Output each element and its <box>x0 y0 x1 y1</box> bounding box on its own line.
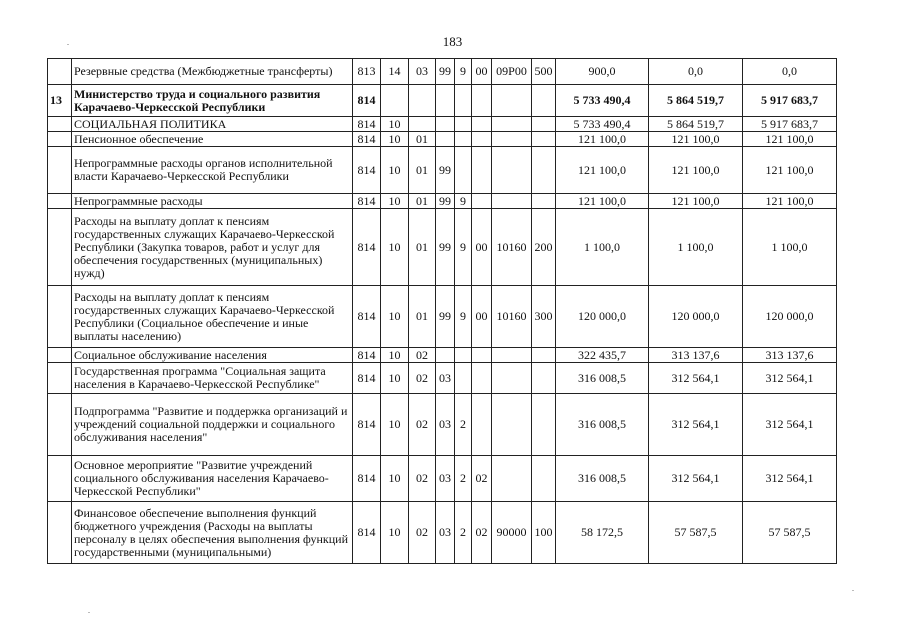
direction-code: 10160 <box>492 286 532 348</box>
amount-year-2: 57 587,5 <box>649 502 743 564</box>
table-row <box>48 502 837 564</box>
subprogram-code: 9 <box>455 286 472 348</box>
subprogram-code: 2 <box>455 502 472 564</box>
row-name: Расходы на выплату доплат к пенсиям государственных служащих Карачаево-Черкесской Республики (Закупка товаров, работ и услуг для обеспечения государственных (муниципальных) нужд) <box>72 209 353 286</box>
subprogram-code <box>455 85 472 117</box>
table-row <box>48 85 837 117</box>
grbs-code: 814 <box>353 209 381 286</box>
amount-year-3: 312 564,1 <box>743 363 837 394</box>
table-row <box>48 59 837 85</box>
amount-year-3: 57 587,5 <box>743 502 837 564</box>
amount-year-2: 312 564,1 <box>649 363 743 394</box>
expense-type-code <box>532 456 556 502</box>
subprogram-code <box>455 147 472 194</box>
row-number <box>48 147 72 194</box>
amount-year-3: 0,0 <box>743 59 837 85</box>
row-name: Государственная программа "Социальная защита населения в Карачаево-Черкесской Республике" <box>72 363 353 394</box>
subsection-code: 02 <box>409 502 436 564</box>
subsection-code: 01 <box>409 194 436 209</box>
subprogram-code: 9 <box>455 209 472 286</box>
row-number <box>48 394 72 456</box>
amount-year-1: 121 100,0 <box>556 194 649 209</box>
subsection-code: 02 <box>409 456 436 502</box>
subsection-code: 02 <box>409 348 436 363</box>
row-name: Пенсионное обеспечение <box>72 132 353 147</box>
grbs-code: 814 <box>353 394 381 456</box>
amount-year-1: 322 435,7 <box>556 348 649 363</box>
amount-year-1: 900,0 <box>556 59 649 85</box>
event-code: 00 <box>472 209 492 286</box>
expense-type-code: 100 <box>532 502 556 564</box>
table-row <box>48 117 837 132</box>
program-code <box>436 117 455 132</box>
event-code <box>472 132 492 147</box>
row-name: Расходы на выплату доплат к пенсиям государственных служащих Карачаево-Черкесской Республики (Социальное обеспечение и иные выплаты населению) <box>72 286 353 348</box>
program-code: 99 <box>436 209 455 286</box>
section-code: 10 <box>381 394 409 456</box>
program-code: 03 <box>436 363 455 394</box>
amount-year-1: 5 733 490,4 <box>556 85 649 117</box>
amount-year-1: 316 008,5 <box>556 363 649 394</box>
amount-year-2: 120 000,0 <box>649 286 743 348</box>
grbs-code: 814 <box>353 194 381 209</box>
grbs-code: 814 <box>353 286 381 348</box>
grbs-code: 814 <box>353 456 381 502</box>
subprogram-code <box>455 348 472 363</box>
program-code: 99 <box>436 194 455 209</box>
amount-year-2: 312 564,1 <box>649 394 743 456</box>
direction-code: 90000 <box>492 502 532 564</box>
grbs-code: 813 <box>353 59 381 85</box>
row-number <box>48 363 72 394</box>
amount-year-1: 316 008,5 <box>556 456 649 502</box>
section-code: 10 <box>381 117 409 132</box>
grbs-code: 814 <box>353 85 381 117</box>
row-number: 13 <box>48 85 72 117</box>
grbs-code: 814 <box>353 363 381 394</box>
row-name: СОЦИАЛЬНАЯ ПОЛИТИКА <box>72 117 353 132</box>
subprogram-code: 2 <box>455 394 472 456</box>
table-row <box>48 394 837 456</box>
section-code: 10 <box>381 286 409 348</box>
program-code: 03 <box>436 502 455 564</box>
subsection-code <box>409 85 436 117</box>
subsection-code: 01 <box>409 209 436 286</box>
section-code: 14 <box>381 59 409 85</box>
event-code <box>472 85 492 117</box>
amount-year-1: 121 100,0 <box>556 147 649 194</box>
subsection-code: 01 <box>409 132 436 147</box>
amount-year-2: 0,0 <box>649 59 743 85</box>
subsection-code: 01 <box>409 147 436 194</box>
row-name: Основное мероприятие "Развитие учреждений социального обслуживания населения Карачаево-Черкесской Республики" <box>72 456 353 502</box>
expense-type-code <box>532 147 556 194</box>
section-code: 10 <box>381 363 409 394</box>
table-row <box>48 132 837 147</box>
subprogram-code <box>455 363 472 394</box>
row-number <box>48 286 72 348</box>
row-number <box>48 194 72 209</box>
subsection-code: 03 <box>409 59 436 85</box>
subprogram-code <box>455 132 472 147</box>
direction-code <box>492 117 532 132</box>
expense-type-code: 200 <box>532 209 556 286</box>
expense-type-code <box>532 132 556 147</box>
row-number <box>48 209 72 286</box>
section-code: 10 <box>381 147 409 194</box>
program-code: 99 <box>436 286 455 348</box>
expense-type-code: 500 <box>532 59 556 85</box>
expense-type-code: 300 <box>532 286 556 348</box>
row-number <box>48 456 72 502</box>
amount-year-3: 312 564,1 <box>743 456 837 502</box>
section-code <box>381 85 409 117</box>
grbs-code: 814 <box>353 502 381 564</box>
amount-year-1: 5 733 490,4 <box>556 117 649 132</box>
row-number <box>48 502 72 564</box>
event-code: 02 <box>472 456 492 502</box>
program-code: 03 <box>436 456 455 502</box>
scan-speck <box>852 590 854 591</box>
expense-type-code <box>532 348 556 363</box>
direction-code <box>492 456 532 502</box>
amount-year-2: 121 100,0 <box>649 147 743 194</box>
direction-code <box>492 194 532 209</box>
table-row <box>48 147 837 194</box>
expense-type-code <box>532 85 556 117</box>
table-row <box>48 194 837 209</box>
section-code: 10 <box>381 348 409 363</box>
expense-type-code <box>532 194 556 209</box>
direction-code <box>492 363 532 394</box>
row-name: Резервные средства (Межбюджетные трансферты) <box>72 59 353 85</box>
amount-year-3: 5 917 683,7 <box>743 85 837 117</box>
scan-speck <box>88 612 90 613</box>
table-row <box>48 363 837 394</box>
section-code: 10 <box>381 502 409 564</box>
amount-year-3: 313 137,6 <box>743 348 837 363</box>
scan-speck <box>67 44 69 45</box>
direction-code <box>492 348 532 363</box>
table-row <box>48 286 837 348</box>
event-code: 00 <box>472 59 492 85</box>
subprogram-code: 2 <box>455 456 472 502</box>
amount-year-3: 121 100,0 <box>743 194 837 209</box>
event-code: 00 <box>472 286 492 348</box>
subprogram-code <box>455 117 472 132</box>
amount-year-1: 316 008,5 <box>556 394 649 456</box>
table-row <box>48 209 837 286</box>
direction-code: 09Р00 <box>492 59 532 85</box>
grbs-code: 814 <box>353 117 381 132</box>
table-row <box>48 348 837 363</box>
section-code: 10 <box>381 194 409 209</box>
budget-table <box>47 58 837 564</box>
event-code <box>472 363 492 394</box>
direction-code <box>492 147 532 194</box>
program-code: 99 <box>436 59 455 85</box>
direction-code: 10160 <box>492 209 532 286</box>
amount-year-2: 121 100,0 <box>649 194 743 209</box>
event-code <box>472 194 492 209</box>
expense-type-code <box>532 117 556 132</box>
event-code <box>472 117 492 132</box>
amount-year-2: 312 564,1 <box>649 456 743 502</box>
direction-code <box>492 394 532 456</box>
amount-year-3: 312 564,1 <box>743 394 837 456</box>
amount-year-3: 121 100,0 <box>743 147 837 194</box>
amount-year-2: 5 864 519,7 <box>649 85 743 117</box>
program-code <box>436 348 455 363</box>
row-name: Социальное обслуживание населения <box>72 348 353 363</box>
grbs-code: 814 <box>353 132 381 147</box>
row-number <box>48 117 72 132</box>
expense-type-code <box>532 363 556 394</box>
table-row <box>48 456 837 502</box>
amount-year-3: 121 100,0 <box>743 132 837 147</box>
program-code: 99 <box>436 147 455 194</box>
row-name: Подпрограмма "Развитие и поддержка организаций и учреждений социальной поддержки и социального обслуживания населения" <box>72 394 353 456</box>
amount-year-1: 120 000,0 <box>556 286 649 348</box>
subsection-code <box>409 117 436 132</box>
row-name: Непрограммные расходы органов исполнительной власти Карачаево-Черкесской Республики <box>72 147 353 194</box>
row-name: Непрограммные расходы <box>72 194 353 209</box>
subsection-code: 02 <box>409 394 436 456</box>
event-code <box>472 348 492 363</box>
row-number <box>48 348 72 363</box>
amount-year-2: 1 100,0 <box>649 209 743 286</box>
amount-year-1: 58 172,5 <box>556 502 649 564</box>
amount-year-2: 5 864 519,7 <box>649 117 743 132</box>
amount-year-3: 120 000,0 <box>743 286 837 348</box>
grbs-code: 814 <box>353 147 381 194</box>
amount-year-2: 313 137,6 <box>649 348 743 363</box>
program-code: 03 <box>436 394 455 456</box>
amount-year-2: 121 100,0 <box>649 132 743 147</box>
row-name: Финансовое обеспечение выполнения функций бюджетного учреждения (Расходы на выплаты персоналу в целях обеспечения выполнения функций государственными (муниципальными) <box>72 502 353 564</box>
row-number <box>48 59 72 85</box>
grbs-code: 814 <box>353 348 381 363</box>
amount-year-1: 1 100,0 <box>556 209 649 286</box>
program-code <box>436 85 455 117</box>
program-code <box>436 132 455 147</box>
amount-year-1: 121 100,0 <box>556 132 649 147</box>
section-code: 10 <box>381 456 409 502</box>
event-code: 02 <box>472 502 492 564</box>
page-number: 183 <box>442 34 463 49</box>
subprogram-code: 9 <box>455 194 472 209</box>
amount-year-3: 1 100,0 <box>743 209 837 286</box>
event-code <box>472 147 492 194</box>
amount-year-3: 5 917 683,7 <box>743 117 837 132</box>
expense-type-code <box>532 394 556 456</box>
row-name: Министерство труда и социального развития Карачаево-Черкесской Республики <box>72 85 353 117</box>
row-number <box>48 132 72 147</box>
section-code: 10 <box>381 132 409 147</box>
subsection-code: 02 <box>409 363 436 394</box>
direction-code <box>492 132 532 147</box>
subsection-code: 01 <box>409 286 436 348</box>
subprogram-code: 9 <box>455 59 472 85</box>
direction-code <box>492 85 532 117</box>
section-code: 10 <box>381 209 409 286</box>
event-code <box>472 394 492 456</box>
